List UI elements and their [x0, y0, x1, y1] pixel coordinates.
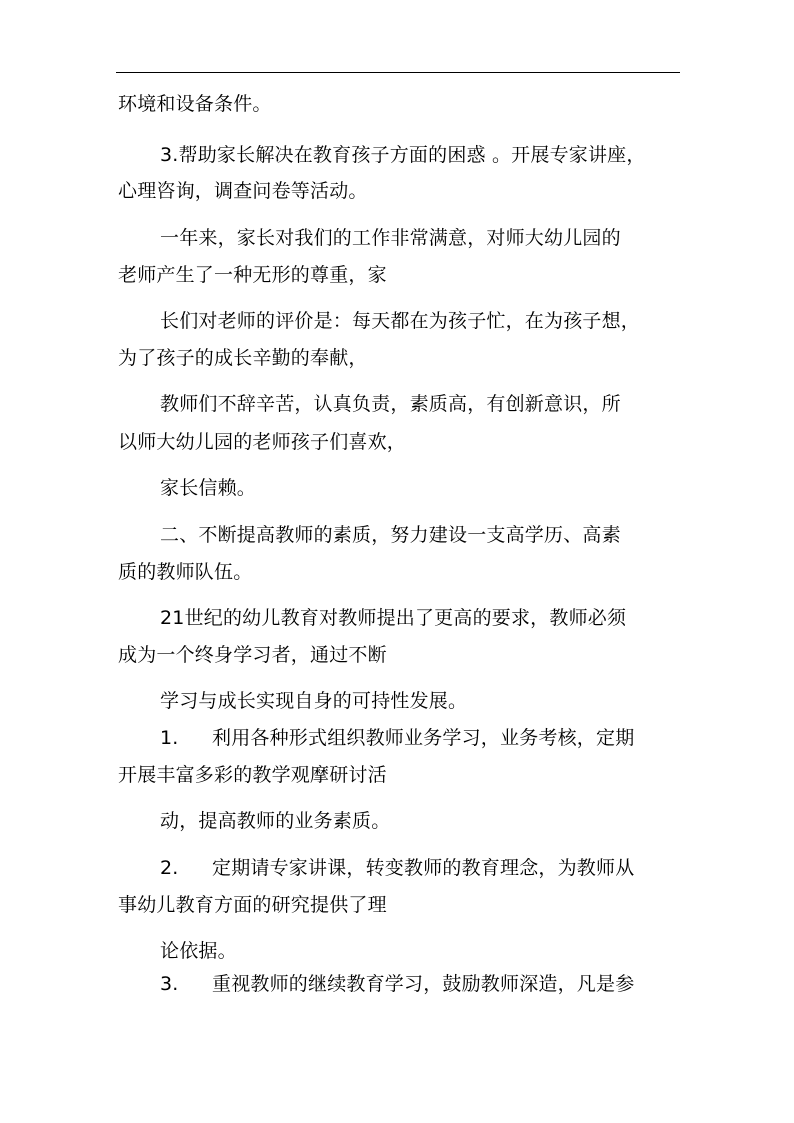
- list-number: 1.: [160, 727, 179, 749]
- text-line: 学习与成长实现自身的可持性发展。: [160, 690, 468, 712]
- text-line: 动，提高教师的业务素质。: [160, 810, 391, 832]
- text-line: 论依据。: [160, 940, 237, 962]
- text-line: 21世纪的幼儿教育对教师提出了更高的要求，教师必须: [160, 607, 627, 629]
- header-divider: [116, 72, 680, 73]
- list-number: 2.: [160, 857, 179, 879]
- text-line: 长们对老师的评价是：每天都在为孩子忙，在为孩子想，: [160, 310, 641, 332]
- text-line: 一年来，家长对我们的工作非常满意，对师大幼儿园的: [160, 227, 621, 249]
- list-item-text: 重视教师的继续教育学习，鼓励教师深造，凡是参: [212, 973, 635, 995]
- text-line: 家长信赖。: [160, 477, 257, 499]
- text-line: 心理咨询，调查问卷等活动。: [118, 180, 368, 202]
- text-line: 为了孩子的成长辛勤的奉献，: [118, 347, 368, 369]
- list-item-text: 定期请专家讲课，转变教师的教育理念，为教师从: [212, 857, 635, 879]
- text-line: 老师产生了一种无形的尊重，家: [118, 264, 387, 286]
- text-line: 3.帮助家长解决在教育孩子方面的困惑 。开展专家讲座，: [160, 144, 646, 166]
- text-line: 开展丰富多彩的教学观摩研讨活: [118, 764, 387, 786]
- list-item-1: [160, 722, 634, 754]
- section-heading-cont: 质的教师队伍。: [118, 561, 253, 583]
- list-item-3: [160, 968, 634, 1000]
- list-item-2: [160, 852, 634, 884]
- text-line: 成为一个终身学习者，通过不断: [118, 644, 387, 666]
- list-number: 3.: [160, 973, 179, 995]
- text-line: 以师大幼儿园的老师孩子们喜欢，: [118, 431, 407, 453]
- list-item-text: 利用各种形式组织教师业务学习，业务考核，定期: [212, 727, 635, 749]
- text-line: 教师们不辞辛苦，认真负责，素质高，有创新意识，所: [160, 393, 621, 415]
- section-heading: 二、不断提高教师的素质，努力建设一支高学历、高素: [160, 524, 621, 546]
- text-line: 事幼儿教育方面的研究提供了理: [118, 894, 387, 916]
- text-line: 环境和设备条件。: [118, 93, 272, 115]
